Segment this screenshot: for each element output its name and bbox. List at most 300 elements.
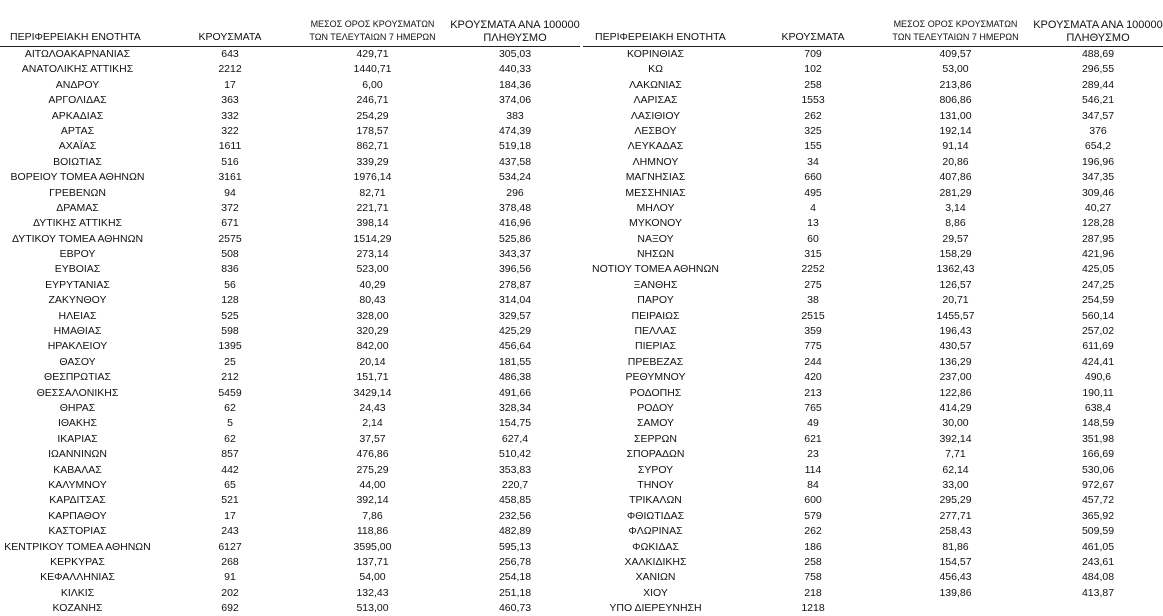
table-row: [0, 370, 580, 385]
avg7-cell: 842,00: [356, 340, 389, 353]
table-row: [0, 216, 580, 231]
table-row: [583, 540, 1163, 555]
per100k-cell: 461,05: [1081, 540, 1115, 553]
per100k-cell: 413,87: [1081, 586, 1115, 599]
region-cell: ΖΑΚΥΝΘΟΥ: [48, 294, 107, 307]
per100k-cell: 456,64: [498, 340, 532, 353]
per100k-cell: 289,44: [1081, 78, 1115, 91]
right-table-body: [583, 47, 1163, 616]
per100k-cell: 534,24: [498, 171, 532, 184]
region-cell: ΚΟΖΑΝΗΣ: [52, 602, 103, 615]
region-cell: ΙΚΑΡΙΑΣ: [57, 432, 98, 445]
cases-cell: 643: [221, 48, 239, 60]
region-cell: ΜΗΛΟΥ: [636, 201, 675, 214]
header-region: ΠΕΡΙΦΕΡΕΙΑΚΗ ΕΝΟΤΗΤΑ: [595, 31, 726, 43]
cases-cell: 25: [224, 355, 236, 368]
table-row: [0, 293, 580, 308]
left-table: [0, 0, 580, 613]
avg7-cell: 178,57: [356, 124, 389, 137]
per100k-cell: 243,61: [1081, 555, 1115, 568]
avg7-cell: 33,00: [942, 478, 969, 491]
table-row: [583, 386, 1163, 401]
cases-cell: 315: [804, 248, 822, 261]
table-row: [583, 570, 1163, 585]
avg7-cell: 407,86: [939, 171, 972, 184]
cases-cell: 38: [807, 294, 819, 307]
avg7-cell: 20,86: [942, 155, 969, 168]
table-row: [0, 478, 580, 493]
region-cell: ΧΑΛΚΙΔΙΚΗΣ: [624, 555, 687, 568]
region-cell: ΝΟΤΙΟΥ ΤΟΜΕΑ ΑΘΗΝΩΝ: [592, 263, 719, 276]
region-cell: ΚΑΒΑΛΑΣ: [53, 463, 102, 476]
avg7-cell: 44,00: [359, 478, 386, 491]
table-row: [583, 170, 1163, 185]
avg7-cell: 806,86: [939, 94, 972, 107]
cases-cell: 13: [807, 217, 819, 230]
region-cell: ΒΟΙΩΤΙΑΣ: [53, 155, 102, 168]
avg7-cell: 328,00: [356, 309, 389, 322]
region-cell: ΣΥΡΟΥ: [637, 463, 674, 476]
avg7-cell: 476,86: [356, 448, 389, 461]
per100k-cell: 509,59: [1081, 525, 1115, 538]
avg7-cell: 2,14: [362, 417, 383, 430]
region-cell: ΔΥΤΙΚΗΣ ΑΤΤΙΚΗΣ: [32, 217, 123, 230]
avg7-cell: 1976,14: [353, 171, 392, 184]
avg7-cell: 295,29: [939, 494, 972, 507]
cases-cell: 258: [804, 555, 822, 568]
table-row: [583, 262, 1163, 277]
table-row: [0, 324, 580, 339]
table-row: [0, 124, 580, 139]
per100k-cell: 491,66: [498, 386, 532, 399]
per100k-cell: 627,4: [501, 432, 529, 445]
per100k-cell: 196,96: [1081, 155, 1115, 168]
cases-cell: 34: [807, 155, 819, 168]
per100k-cell: 519,18: [498, 140, 532, 153]
region-cell: ΑΧΑΪΑΣ: [58, 140, 97, 153]
cases-cell: 268: [221, 555, 239, 568]
avg7-cell: 213,86: [939, 78, 972, 91]
table-row: [583, 586, 1163, 601]
table-row: [0, 262, 580, 277]
table-row: [583, 109, 1163, 124]
per100k-cell: 424,41: [1081, 355, 1115, 368]
per100k-cell: 458,85: [498, 494, 532, 507]
table-row: [0, 78, 580, 93]
per100k-cell: 560,14: [1081, 309, 1115, 322]
region-cell: ΧΙΟΥ: [643, 586, 668, 599]
cases-cell: 2252: [801, 263, 825, 276]
table-row: [0, 232, 580, 247]
table-row: [583, 124, 1163, 139]
right-table-header: [583, 14, 1163, 47]
region-cell: ΡΟΔΟΠΗΣ: [629, 386, 682, 399]
per100k-cell: 184,36: [498, 78, 532, 91]
table-row: [0, 109, 580, 124]
table-row: [583, 339, 1163, 354]
region-cell: ΛΑΣΙΘΙΟΥ: [630, 109, 681, 122]
table-row: [0, 247, 580, 262]
region-cell: ΠΕΙΡΑΙΩΣ: [631, 309, 680, 322]
per100k-cell: 328,34: [498, 401, 532, 414]
table-row: [0, 170, 580, 185]
cases-cell: 56: [224, 278, 236, 291]
region-cell: ΣΠΟΡΑΔΩΝ: [626, 448, 685, 461]
cases-cell: 660: [804, 171, 822, 184]
cases-cell: 359: [804, 325, 822, 338]
avg7-cell: 20,71: [942, 294, 969, 307]
per100k-cell: 343,37: [498, 248, 532, 261]
per100k-cell: 347,57: [1081, 109, 1115, 122]
table-row: [583, 447, 1163, 462]
per100k-cell: 490,6: [1084, 371, 1112, 384]
per100k-cell: 595,13: [498, 540, 532, 553]
cases-cell: 495: [804, 186, 822, 199]
region-cell: ΙΘΑΚΗΣ: [58, 417, 97, 430]
region-cell: ΕΒΡΟΥ: [59, 248, 96, 261]
per100k-cell: 296: [506, 186, 524, 199]
avg7-cell: 3595,00: [353, 540, 392, 553]
per100k-cell: 232,56: [498, 509, 532, 522]
region-cell: ΣΕΡΡΩΝ: [634, 432, 677, 445]
per100k-cell: 305,03: [498, 48, 532, 60]
region-cell: ΦΛΩΡΙΝΑΣ: [628, 525, 683, 538]
table-row: [583, 278, 1163, 293]
region-cell: ΧΑΝΙΩΝ: [635, 571, 676, 584]
cases-cell: 5459: [218, 386, 242, 399]
per100k-cell: 190,11: [1082, 386, 1114, 399]
table-row: [583, 416, 1163, 431]
avg7-cell: 81,86: [942, 540, 969, 553]
table-row: [583, 293, 1163, 308]
per100k-cell: 546,21: [1081, 94, 1115, 107]
per100k-cell: 181,55: [498, 355, 532, 368]
cases-cell: 836: [221, 263, 239, 276]
avg7-cell: 154,57: [939, 555, 972, 568]
region-cell: ΤΗΝΟΥ: [637, 478, 674, 491]
header-per100k: ΚΡΟΥΣΜΑΤΑ ΑΝΑ 100000 ΠΛΗΘΥΣΜΟ: [450, 19, 580, 44]
per100k-cell: 329,57: [498, 309, 532, 322]
table-row: [583, 155, 1163, 170]
region-cell: ΘΕΣΣΑΛΟΝΙΚΗΣ: [36, 386, 119, 399]
per100k-cell: 440,33: [498, 63, 532, 76]
avg7-cell: 7,86: [362, 509, 383, 522]
cases-cell: 262: [804, 525, 822, 538]
per100k-cell: 128,28: [1081, 217, 1115, 230]
per100k-cell: 247,25: [1081, 278, 1115, 291]
per100k-cell: 148,59: [1081, 417, 1115, 430]
table-row: [583, 478, 1163, 493]
left-table-body: [0, 47, 580, 616]
avg7-cell: 122,86: [939, 386, 972, 399]
per100k-cell: 460,73: [498, 602, 532, 615]
per100k-cell: 654,2: [1084, 140, 1112, 153]
avg7-cell: 20,14: [359, 355, 386, 368]
table-row: [0, 416, 580, 431]
region-cell: ΗΜΑΘΙΑΣ: [53, 325, 102, 338]
cases-cell: 363: [221, 94, 239, 107]
avg7-cell: 62,14: [942, 463, 969, 476]
per100k-cell: 353,83: [498, 463, 532, 476]
per100k-cell: 40,27: [1084, 201, 1112, 214]
table-row: [583, 247, 1163, 262]
table-row: [583, 216, 1163, 231]
table-row: [0, 401, 580, 416]
cases-cell: 598: [221, 325, 239, 338]
avg7-cell: 398,14: [356, 217, 389, 230]
table-row: [583, 509, 1163, 524]
per100k-cell: 457,72: [1081, 494, 1115, 507]
per100k-cell: 425,29: [498, 325, 532, 338]
table-row: [0, 586, 580, 601]
per100k-cell: 166,69: [1081, 448, 1115, 461]
avg7-cell: 53,00: [942, 63, 969, 76]
per100k-cell: 378,48: [498, 201, 532, 214]
table-row: [583, 309, 1163, 324]
cases-cell: 258: [804, 78, 822, 91]
avg7-cell: 91,14: [942, 140, 969, 153]
cases-cell: 525: [221, 309, 239, 322]
avg7-cell: 392,14: [356, 494, 389, 507]
per100k-cell: 154,75: [498, 417, 532, 430]
avg7-cell: 136,29: [939, 355, 972, 368]
region-cell: ΚΑΡΠΑΘΟΥ: [48, 509, 107, 522]
region-cell: ΡΕΘΥΜΝΟΥ: [625, 371, 686, 384]
table-row: [583, 201, 1163, 216]
avg7-cell: 29,57: [942, 232, 969, 245]
avg7-cell: 126,57: [939, 278, 972, 291]
cases-cell: 765: [804, 401, 822, 414]
per100k-cell: 482,89: [498, 525, 532, 538]
avg7-cell: 8,86: [945, 217, 966, 230]
cases-cell: 262: [804, 109, 822, 122]
avg7-cell: 80,43: [359, 294, 386, 307]
region-cell: ΜΑΓΝΗΣΙΑΣ: [625, 171, 686, 184]
region-cell: ΑΝΔΡΟΥ: [55, 78, 100, 91]
table-row: [583, 232, 1163, 247]
cases-cell: 62: [224, 432, 236, 445]
cases-cell: 2515: [801, 309, 825, 322]
avg7-cell: 7,71: [945, 448, 966, 461]
region-cell: ΣΑΜΟΥ: [636, 417, 675, 430]
avg7-cell: 258,43: [939, 525, 972, 538]
cases-cell: 508: [221, 248, 239, 261]
region-cell: ΑΡΤΑΣ: [60, 124, 95, 137]
cases-cell: 325: [804, 124, 822, 137]
region-cell: ΔΡΑΜΑΣ: [56, 201, 99, 214]
region-cell: ΙΩΑΝΝΙΝΩΝ: [48, 448, 107, 461]
avg7-cell: 1514,29: [353, 232, 392, 245]
region-cell: ΦΘΙΩΤΙΔΑΣ: [626, 509, 685, 522]
table-row: [0, 93, 580, 108]
header-avg7: ΜΕΣΟΣ ΟΡΟΣ ΚΡΟΥΣΜΑΤΩΝ ΤΩΝ ΤΕΛΕΥΤΑΙΩΝ 7 ΗΜΕΡΩΝ: [892, 19, 1019, 42]
cases-cell: 17: [224, 509, 236, 522]
cases-cell: 62: [224, 401, 236, 414]
avg7-cell: 137,71: [356, 555, 389, 568]
table-row: [583, 47, 1163, 62]
per100k-cell: 251,18: [498, 586, 532, 599]
left-table-header: [0, 14, 580, 47]
table-row: [0, 278, 580, 293]
avg7-cell: 196,43: [939, 325, 972, 338]
region-cell: ΚΙΛΚΙΣ: [60, 586, 95, 599]
cases-cell: 322: [221, 124, 239, 137]
per100k-cell: 530,06: [1081, 463, 1115, 476]
avg7-cell: 221,71: [356, 201, 389, 214]
table-row: [583, 93, 1163, 108]
region-cell: ΕΥΒΟΙΑΣ: [54, 263, 101, 276]
cases-cell: 5: [227, 417, 233, 430]
per100k-cell: 484,08: [1081, 571, 1115, 584]
cases-cell: 692: [221, 602, 239, 615]
table-row: [583, 78, 1163, 93]
per100k-cell: 257,02: [1081, 325, 1115, 338]
region-cell: ΚΑΡΔΙΤΣΑΣ: [49, 494, 106, 507]
avg7-cell: 281,29: [939, 186, 972, 199]
region-cell: ΚΟΡΙΝΘΙΑΣ: [627, 48, 684, 60]
avg7-cell: 118,86: [356, 525, 389, 538]
header-region: ΠΕΡΙΦΕΡΕΙΑΚΗ ΕΝΟΤΗΤΑ: [10, 31, 141, 43]
table-row: [0, 555, 580, 570]
header-per100k: ΚΡΟΥΣΜΑΤΑ ΑΝΑ 100000 ΠΛΗΘΥΣΜΟ: [1033, 19, 1163, 44]
avg7-cell: 1455,57: [936, 309, 975, 322]
cases-cell: 372: [221, 201, 239, 214]
avg7-cell: 1440,71: [353, 63, 392, 76]
avg7-cell: 24,43: [359, 401, 386, 414]
table-row: [583, 432, 1163, 447]
cases-cell: 128: [221, 294, 239, 307]
table-row: [0, 540, 580, 555]
table-row: [0, 432, 580, 447]
avg7-cell: 392,14: [939, 432, 972, 445]
avg7-cell: 430,57: [939, 340, 972, 353]
cases-cell: 17: [224, 78, 236, 91]
avg7-cell: 237,00: [939, 371, 972, 384]
cases-cell: 275: [804, 278, 822, 291]
cases-cell: 709: [804, 48, 822, 60]
region-cell: ΚΕΝΤΡΙΚΟΥ ΤΟΜΕΑ ΑΘΗΝΩΝ: [4, 540, 151, 553]
avg7-cell: 139,86: [939, 586, 972, 599]
region-cell: ΚΑΛΥΜΝΟΥ: [48, 478, 107, 491]
per100k-cell: 365,92: [1081, 509, 1115, 522]
table-row: [583, 355, 1163, 370]
table-row: [0, 386, 580, 401]
table-row: [0, 47, 580, 62]
avg7-cell: 456,43: [939, 571, 972, 584]
avg7-cell: 414,29: [939, 401, 972, 414]
cases-cell: 218: [804, 586, 822, 599]
per100k-cell: 396,56: [498, 263, 532, 276]
cases-cell: 521: [221, 494, 239, 507]
right-table: [583, 0, 1163, 613]
cases-cell: 2212: [218, 63, 242, 76]
avg7-cell: 513,00: [356, 602, 389, 615]
table-row: [0, 309, 580, 324]
region-cell: ΠΙΕΡΙΑΣ: [635, 340, 676, 353]
table-row: [0, 493, 580, 508]
cases-cell: 857: [221, 448, 239, 461]
cases-cell: 516: [221, 155, 239, 168]
region-cell: ΑΡΚΑΔΙΑΣ: [51, 109, 104, 122]
table-row: [0, 509, 580, 524]
avg7-cell: 273,14: [356, 248, 389, 261]
per100k-cell: 474,39: [498, 124, 532, 137]
region-cell: ΤΡΙΚΑΛΩΝ: [629, 494, 682, 507]
cases-cell: 84: [807, 478, 819, 491]
avg7-cell: 409,57: [939, 48, 972, 60]
cases-cell: 332: [221, 109, 239, 122]
cases-cell: 758: [804, 571, 822, 584]
table-row: [583, 601, 1163, 616]
table-row: [583, 493, 1163, 508]
cases-cell: 600: [804, 494, 822, 507]
cases-cell: 775: [804, 340, 822, 353]
avg7-cell: 3429,14: [353, 386, 392, 399]
table-row: [0, 463, 580, 478]
avg7-cell: 30,00: [942, 417, 969, 430]
per100k-cell: 437,58: [498, 155, 532, 168]
table-row: [583, 401, 1163, 416]
table-row: [583, 463, 1163, 478]
cases-cell: 244: [804, 355, 822, 368]
region-cell: ΝΗΣΩΝ: [636, 248, 675, 261]
table-row: [0, 62, 580, 77]
per100k-cell: 374,06: [498, 94, 532, 107]
region-cell: ΛΑΡΙΣΑΣ: [633, 94, 678, 107]
region-cell: ΒΟΡΕΙΟΥ ΤΟΜΕΑ ΑΘΗΝΩΝ: [10, 171, 145, 184]
header-avg7: ΜΕΣΟΣ ΟΡΟΣ ΚΡΟΥΣΜΑΤΩΝ ΤΩΝ ΤΕΛΕΥΤΑΙΩΝ 7 ΗΜΕΡΩΝ: [309, 19, 436, 42]
cases-cell: 3161: [218, 171, 242, 184]
cases-cell: 60: [807, 232, 819, 245]
per100k-cell: 510,42: [498, 448, 532, 461]
header-cases: ΚΡΟΥΣΜΑΤΑ: [781, 31, 845, 43]
region-cell: ΗΡΑΚΛΕΙΟΥ: [47, 340, 108, 353]
avg7-cell: 339,29: [356, 155, 389, 168]
table-row: [583, 555, 1163, 570]
region-cell: ΚΩ: [648, 63, 663, 76]
region-cell: ΗΛΕΙΑΣ: [58, 309, 97, 322]
cases-cell: 420: [804, 371, 822, 384]
per100k-cell: 287,95: [1081, 232, 1115, 245]
cases-cell: 671: [221, 217, 239, 230]
avg7-cell: 277,71: [939, 509, 972, 522]
per100k-cell: 351,98: [1081, 432, 1115, 445]
cases-cell: 1395: [218, 340, 242, 353]
region-cell: ΦΩΚΙΔΑΣ: [632, 540, 679, 553]
cases-cell: 1611: [218, 140, 242, 153]
cases-cell: 1218: [801, 602, 825, 615]
header-cases: ΚΡΟΥΣΜΑΤΑ: [198, 31, 262, 43]
table-row: [583, 186, 1163, 201]
region-cell: ΛΕΣΒΟΥ: [634, 124, 677, 137]
per100k-cell: 972,67: [1081, 478, 1115, 491]
per100k-cell: 278,87: [498, 278, 532, 291]
region-cell: ΠΕΛΛΑΣ: [634, 325, 677, 338]
region-cell: ΛΑΚΩΝΙΑΣ: [629, 78, 682, 91]
per100k-cell: 254,59: [1081, 294, 1115, 307]
cases-cell: 91: [224, 571, 236, 584]
region-cell: ΛΗΜΝΟΥ: [632, 155, 679, 168]
cases-cell: 202: [221, 586, 239, 599]
per100k-cell: 376: [1089, 124, 1107, 137]
region-cell: ΑΝΑΤΟΛΙΚΗΣ ΑΤΤΙΚΗΣ: [21, 63, 134, 76]
avg7-cell: 151,71: [356, 371, 389, 384]
cases-cell: 186: [804, 540, 822, 553]
avg7-cell: 275,29: [356, 463, 389, 476]
per100k-cell: 254,18: [498, 571, 532, 584]
cases-cell: 23: [807, 448, 819, 461]
per100k-cell: 611,69: [1082, 340, 1114, 353]
